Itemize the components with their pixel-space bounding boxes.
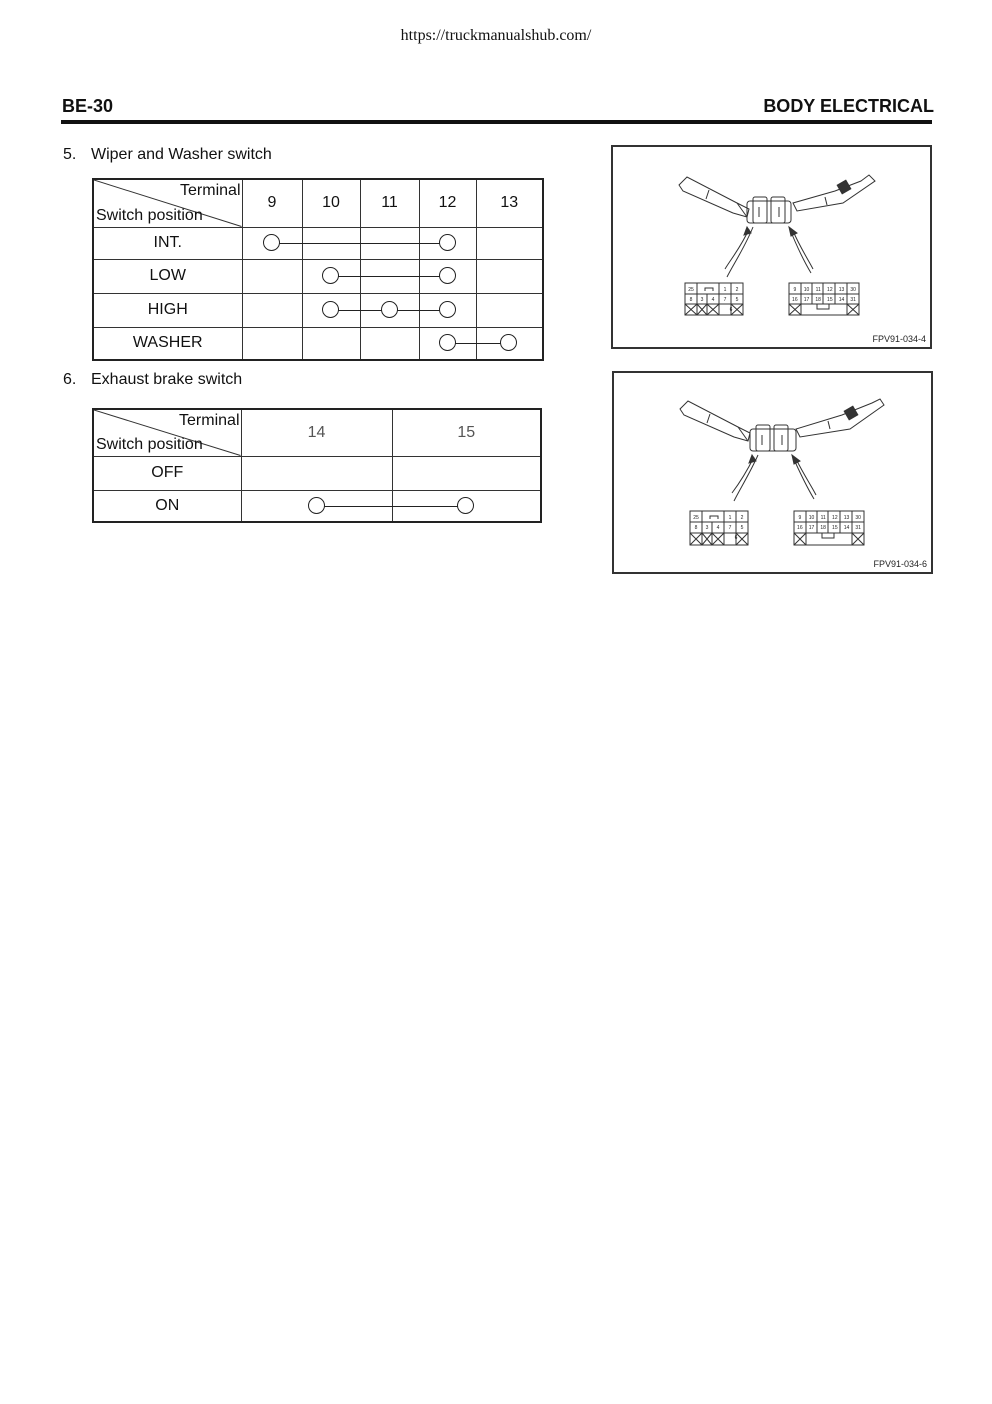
continuity-wire: [317, 506, 393, 507]
connector-pin-label: 4: [711, 297, 715, 303]
switch-position-label: HIGH: [93, 293, 242, 327]
connector-pin-label: 25: [693, 515, 699, 521]
continuity-circle: [439, 267, 456, 284]
connector-pin-label: 17: [803, 297, 810, 303]
connector-pin-label: 3: [705, 525, 709, 531]
wiper-switch-figure: [611, 145, 932, 349]
connector-pin-label: 13: [838, 287, 845, 293]
connector-pin-label: 6: [734, 535, 738, 541]
connector-pin-label: 16: [797, 525, 803, 531]
connector-pin-label: 31: [850, 297, 856, 303]
continuity-circle: [439, 301, 456, 318]
connector-pin-label: 25: [688, 287, 694, 293]
continuity-circle: [381, 301, 398, 318]
exhaust-switch-figure: [612, 371, 933, 574]
terminal-header: 9: [242, 179, 302, 227]
switch-position-label: OFF: [93, 456, 241, 490]
connector-pin-label: 9: [798, 515, 802, 521]
continuity-circle: [439, 234, 456, 251]
figure-caption: FPV91-034-6: [873, 559, 927, 569]
corner-terminal-label: Terminal: [179, 412, 240, 429]
exhaust-switch-title: Exhaust brake switch: [91, 371, 243, 388]
connector-pin-label: 30: [850, 287, 856, 293]
connector-pin-label: 17: [808, 525, 815, 531]
wiper-switch-table: [92, 178, 544, 361]
connector-pin-label: 9: [793, 287, 797, 293]
table-row: [93, 490, 541, 522]
connector-pin-label: 1: [723, 287, 727, 293]
table-row: [93, 259, 543, 293]
terminal-header: 13: [476, 179, 543, 227]
wiper-switch-number: 5.: [63, 146, 77, 163]
corner-terminal-label: Terminal: [180, 182, 241, 199]
section-title: BODY ELECTRICAL: [763, 96, 934, 116]
terminal-header: 12: [419, 179, 476, 227]
terminal-header: 14: [241, 409, 392, 456]
continuity-circle: [322, 267, 339, 284]
table-row: [93, 227, 543, 259]
connector-pin-label: 12: [827, 287, 833, 293]
connector-pin-label: 10: [808, 515, 815, 521]
switch-position-label: LOW: [93, 259, 242, 293]
connector-pin-label: 1: [728, 515, 732, 521]
continuity-wire: [392, 506, 467, 507]
table-corner-cell: [93, 409, 241, 456]
connector-pin-label: 6: [729, 307, 733, 313]
switch-position-label: ON: [93, 490, 241, 522]
connector-pin-label: 14: [838, 297, 845, 303]
continuity-wire: [302, 243, 361, 244]
connector-pin-label: 10: [803, 287, 810, 293]
connector-pin-label: 11: [815, 287, 821, 293]
connector-pin-label: 16: [792, 297, 798, 303]
terminal-header-row: [93, 179, 543, 227]
wiper-switch-title: Wiper and Washer switch: [91, 146, 272, 163]
connector-pin-label: 2: [740, 515, 744, 521]
connector-pin-label: 8: [694, 525, 698, 531]
continuity-circle: [322, 301, 339, 318]
combination-switch-illustration: [613, 147, 930, 347]
connector-pin-label: 14: [843, 525, 850, 531]
source-url: https://truckmanualshub.com/: [400, 27, 592, 44]
connector-pin-label: 7: [723, 297, 727, 303]
table-row: [93, 327, 543, 360]
continuity-wire: [360, 243, 420, 244]
table-row: [93, 293, 543, 327]
terminal-header: 11: [360, 179, 419, 227]
connector-pin-label: 18: [820, 525, 826, 531]
page-code: BE-30: [62, 96, 114, 116]
continuity-circle: [263, 234, 280, 251]
connector-pin-label: 12: [832, 515, 838, 521]
continuity-circle: [500, 334, 517, 351]
continuity-circle: [439, 334, 456, 351]
switch-position-label: INT.: [93, 227, 242, 259]
table-row: [93, 456, 541, 490]
continuity-wire: [360, 276, 420, 277]
connector-pin-label: 7: [728, 525, 732, 531]
wiper-switch-heading: [63, 146, 272, 164]
table-corner-cell: [93, 179, 242, 227]
connector-pin-label: 15: [832, 525, 838, 531]
connector-pin-label: 8: [689, 297, 693, 303]
corner-switch-position-label: Switch position: [96, 435, 203, 453]
terminal-header-row: [93, 409, 541, 456]
exhaust-switch-number: 6.: [63, 371, 77, 388]
connector-pin-label: 18: [815, 297, 821, 303]
connector-pin-label: 4: [716, 525, 720, 531]
combination-switch-illustration: [614, 373, 931, 572]
terminal-header: 10: [302, 179, 360, 227]
connector-pin-label: 31: [855, 525, 861, 531]
connector-pin-label: 30: [855, 515, 861, 521]
connector-pin-label: 15: [827, 297, 833, 303]
terminal-header: 15: [392, 409, 541, 456]
connector-pin-label: 5: [740, 525, 744, 531]
figure-caption: FPV91-034-4: [872, 334, 926, 344]
connector-pin-label: 2: [735, 287, 739, 293]
exhaust-switch-table: [92, 408, 542, 523]
continuity-circle: [308, 497, 325, 514]
header-rule: [61, 120, 932, 124]
switch-position-label: WASHER: [93, 327, 242, 360]
connector-pin-label: 5: [735, 297, 739, 303]
connector-pin-label: 11: [820, 515, 826, 521]
connector-pin-label: 13: [843, 515, 850, 521]
continuity-circle: [457, 497, 474, 514]
exhaust-switch-heading: [63, 371, 242, 389]
corner-switch-position-label: Switch position: [96, 206, 203, 224]
connector-pin-label: 3: [700, 297, 704, 303]
